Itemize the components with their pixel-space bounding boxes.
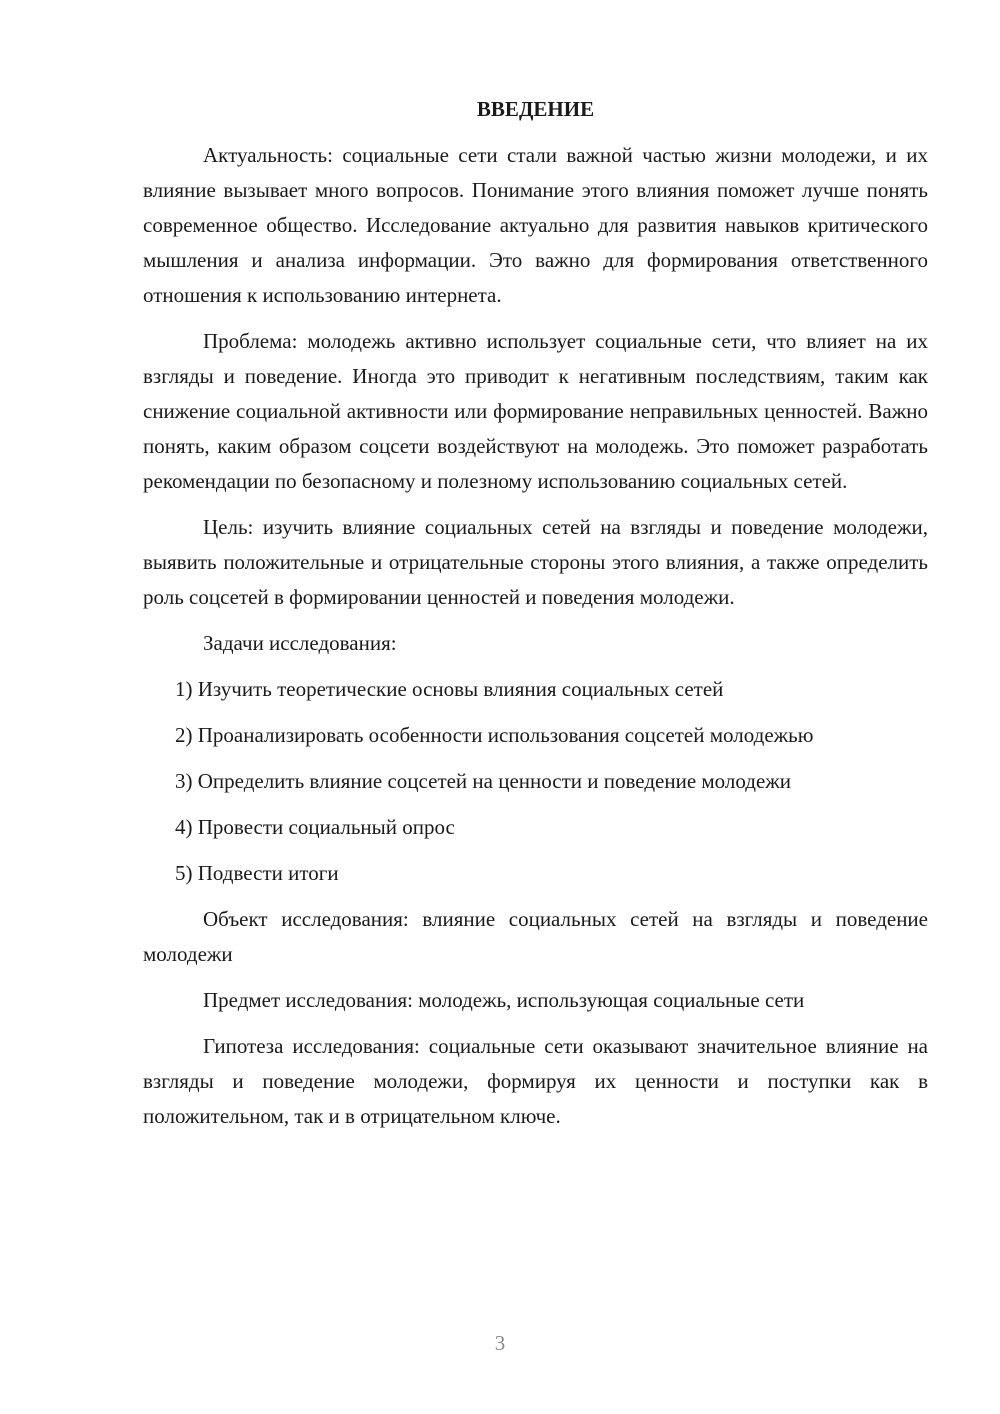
paragraph-goal: Цель: изучить влияние социальных сетей на взгляды и поведение молодежи, выявить положительные и отрицательные стороны этого влияния, а также определить роль соцсетей в формировании ценностей и поведения молодежи. [143, 515, 928, 609]
paragraph-tasks-heading: Задачи исследования: [203, 631, 397, 655]
page-number: 3 [494, 1331, 506, 1355]
document-page [143, 92, 928, 1145]
paragraph-relevance: Актуальность: социальные сети стали важной частью жизни молодежи, и их влияние вызывает много вопросов. Понимание этого влияния поможет лучше понять современное общество. Исследование актуально для развития навыков критического мышления и анализа информации. Это важно для формирования ответственного отношения к использованию интернета. [143, 143, 928, 307]
task-item-1: 1) Изучить теоретические основы влияния социальных сетей [175, 677, 724, 701]
task-item-3: 3) Определить влияние соцсетей на ценности и поведение молодежи [175, 769, 792, 793]
paragraph-problem: Проблема: молодежь активно использует социальные сети, что влияет на их взгляды и поведение. Иногда это приводит к негативным последствиям, таким как снижение социальной активности или формирование неправильных ценностей. Важно понять, каким образом соцсети воздействуют на молодежь. Это поможет разработать рекомендации по безопасному и полезному использованию социальных сетей. [143, 329, 928, 493]
paragraph-subject: Предмет исследования: молодежь, использующая социальные сети [203, 988, 805, 1012]
task-item-5: 5) Подвести итоги [175, 861, 339, 885]
paragraph-hypothesis: Гипотеза исследования: социальные сети оказывают значительное влияние на взгляды и поведение молодежи, формируя их ценности и поступки как в положительном, так и в отрицательном ключе. [143, 1034, 928, 1128]
task-item-2: 2) Проанализировать особенности использования соцсетей молодежью [175, 723, 814, 747]
page-title: ВВЕДЕНИЕ [476, 97, 595, 121]
paragraph-object: Объект исследования: влияние социальных сетей на взгляды и поведение молодежи [143, 907, 928, 966]
task-item-4: 4) Провести социальный опрос [175, 815, 455, 839]
